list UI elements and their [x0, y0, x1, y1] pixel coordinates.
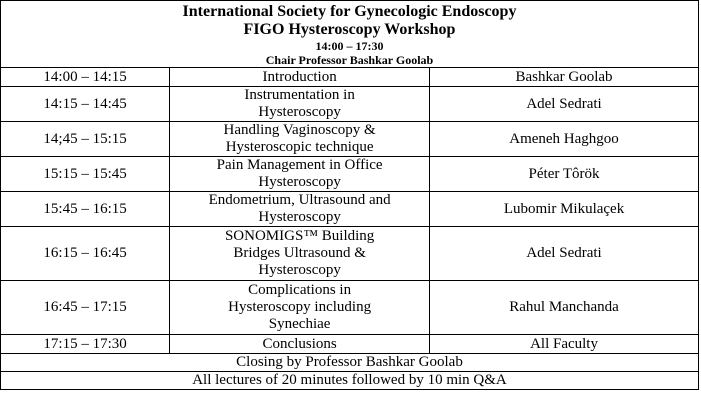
society-title: International Society for Gynecologic Endoscopy — [182, 3, 517, 20]
topic-line: Bridges Ultrasound & — [233, 245, 366, 261]
topic-line: Hysteroscopy — [258, 262, 341, 278]
workshop-title: FIGO Hysteroscopy Workshop — [243, 21, 456, 38]
session-time: 14:15 – 14:45 — [1, 87, 170, 122]
session-speaker: Péter Tôrök — [430, 157, 699, 192]
topic-line: Hysteroscopic technique — [225, 139, 374, 155]
table-row — [1, 335, 699, 354]
session-topic — [170, 281, 430, 335]
session-speaker: All Faculty — [430, 335, 699, 354]
session-time: 14:00 – 14:15 — [1, 68, 170, 87]
lecture-note: All lectures of 20 minutes followed by 10 min Q&A — [1, 372, 699, 390]
table-row — [1, 122, 699, 157]
session-speaker: Bashkar Goolab — [430, 68, 699, 87]
chair-line: Chair Professor Bashkar Goolab — [265, 53, 434, 67]
table-row — [1, 281, 699, 335]
topic-line: Introduction — [262, 68, 337, 85]
topic-line: Pain Management in Office — [216, 157, 383, 173]
session-topic — [170, 157, 430, 192]
table-row — [1, 192, 699, 227]
topic-line: Endometrium, Ultrasound and — [208, 192, 391, 208]
table-row — [1, 68, 699, 87]
closing-row — [1, 354, 699, 372]
closing-text: Closing by Professor Bashkar Goolab — [1, 354, 699, 372]
topic-line: Synechiae — [268, 316, 331, 332]
header-cell — [1, 1, 699, 68]
session-speaker: Ameneh Haghgoo — [430, 122, 699, 157]
table-row — [1, 227, 699, 281]
topic-line: Conclusions — [262, 335, 337, 352]
topic-line: Hysteroscopy including — [228, 299, 372, 315]
topic-line: SONOMIGS™ Building — [224, 228, 375, 244]
table-row — [1, 87, 699, 122]
session-topic — [170, 335, 430, 354]
workshop-time: 14:00 – 17:30 — [315, 39, 384, 53]
session-time: 15:15 – 15:45 — [1, 157, 170, 192]
session-time: 17:15 – 17:30 — [1, 335, 170, 354]
session-speaker: Lubomir Mikulaçek — [430, 192, 699, 227]
note-row — [1, 372, 699, 390]
session-speaker: Adel Sedrati — [430, 87, 699, 122]
session-topic — [170, 68, 430, 87]
session-speaker: Rahul Manchanda — [430, 281, 699, 335]
session-time: 14;45 – 15:15 — [1, 122, 170, 157]
session-speaker: Adel Sedrati — [430, 227, 699, 281]
session-time: 16:45 – 17:15 — [1, 281, 170, 335]
topic-line: Hysteroscopy — [258, 104, 341, 120]
header-row — [1, 1, 699, 68]
table-row — [1, 157, 699, 192]
session-topic — [170, 192, 430, 227]
session-topic — [170, 87, 430, 122]
session-topic — [170, 122, 430, 157]
topic-line: Handling Vaginoscopy & — [223, 122, 376, 138]
session-time: 16:15 – 16:45 — [1, 227, 170, 281]
session-time: 15:45 – 16:15 — [1, 192, 170, 227]
topic-line: Hysteroscopy — [258, 174, 341, 190]
topic-line: Instrumentation in — [244, 87, 355, 103]
topic-line: Complications in — [248, 282, 352, 298]
session-topic — [170, 227, 430, 281]
topic-line: Hysteroscopy — [258, 209, 341, 225]
